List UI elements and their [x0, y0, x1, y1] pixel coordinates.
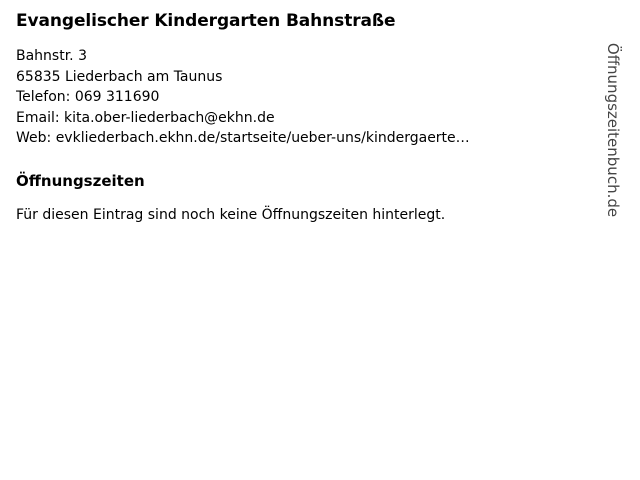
- address-city: 65835 Liederbach am Taunus: [16, 68, 223, 85]
- phone-line: Telefon: 069 311690: [16, 89, 160, 105]
- opening-hours-heading: Öffnungszeiten: [16, 171, 145, 190]
- address-street: Bahnstr. 3: [16, 48, 87, 64]
- page-title: Evangelischer Kindergarten Bahnstraße: [16, 11, 396, 31]
- watermark: [604, 42, 632, 360]
- watermark-label: Öffnungszeitenbuch.de: [604, 42, 622, 218]
- website-line: Web: evkliederbach.ekhn.de/startseite/ueber-uns/kindergaerte…: [16, 130, 470, 146]
- listing-content: [16, 10, 591, 225]
- opening-hours-note: Für diesen Eintrag sind noch keine Öffnungszeiten hinterlegt.: [16, 206, 446, 223]
- email-line: Email: kita.ober-liederbach@ekhn.de: [16, 109, 275, 126]
